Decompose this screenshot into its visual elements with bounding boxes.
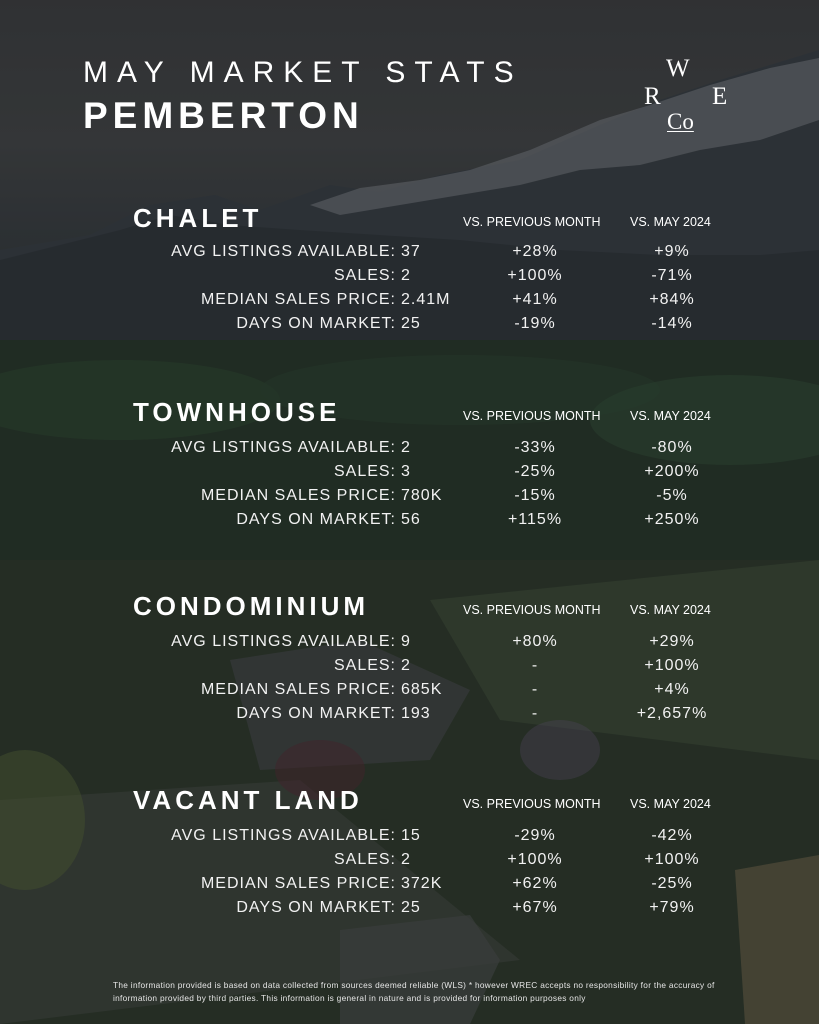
- stat-value: 9: [401, 633, 411, 650]
- stat-row-sales: [0, 463, 819, 487]
- stat-value: 2.41M: [401, 291, 451, 308]
- stat-row-sales: [0, 851, 819, 875]
- stat-label: AVG LISTINGS AVAILABLE:: [171, 827, 396, 844]
- stat-change-yoy: -5%: [656, 487, 688, 504]
- column-header-previous-month: VS. PREVIOUS MONTH: [463, 797, 601, 811]
- stat-change-prev: +62%: [512, 875, 558, 892]
- page-subtitle: MAY MARKET STATS: [83, 56, 523, 89]
- stat-value: 2: [401, 267, 411, 284]
- stat-row-median-price: [0, 291, 819, 315]
- stat-label: DAYS ON MARKET:: [236, 705, 396, 722]
- stat-value: 37: [401, 243, 421, 260]
- stat-row-median-price: [0, 875, 819, 899]
- logo-letter-r: R: [644, 83, 661, 110]
- stat-value: 25: [401, 315, 421, 332]
- stat-value: 15: [401, 827, 421, 844]
- disclaimer-text: The information provided is based on data collected from sources deemed reliable (WLS) * however WREC accepts no responsibility for the accuracy of information provided by third parties. This information is general in nature and is provided for information purposes only: [113, 980, 715, 1003]
- column-header-year-over-year: VS. MAY 2024: [630, 603, 711, 617]
- stat-value: 780K: [401, 487, 443, 504]
- stat-label: DAYS ON MARKET:: [236, 511, 396, 528]
- stat-value: 372K: [401, 875, 443, 892]
- section-chalet: [0, 203, 819, 353]
- column-header-year-over-year: VS. MAY 2024: [630, 215, 711, 229]
- section-title: CONDOMINIUM: [133, 591, 370, 621]
- column-header-previous-month: VS. PREVIOUS MONTH: [463, 409, 601, 423]
- stat-change-prev: -25%: [514, 463, 556, 480]
- stat-value: 25: [401, 899, 421, 916]
- section-title: CHALET: [133, 203, 263, 233]
- stat-change-yoy: -25%: [651, 875, 693, 892]
- stat-change-yoy: +250%: [644, 511, 700, 528]
- logo-letters-co: Co: [667, 109, 694, 134]
- stat-label: SALES:: [333, 657, 396, 674]
- stat-change-yoy: -42%: [651, 827, 693, 844]
- stat-change-yoy: +2,657%: [636, 705, 708, 722]
- stat-label: AVG LISTINGS AVAILABLE:: [171, 439, 396, 456]
- stat-row-days-on-market: [0, 705, 819, 729]
- stat-change-prev: +100%: [507, 267, 563, 284]
- stat-change-yoy: -71%: [651, 267, 693, 284]
- section-condominium: [0, 591, 819, 741]
- stat-value: 2: [401, 657, 411, 674]
- stat-label: MEDIAN SALES PRICE:: [200, 487, 396, 504]
- stat-change-yoy: -80%: [651, 439, 693, 456]
- section-title: TOWNHOUSE: [133, 397, 341, 427]
- section-vacant-land: [0, 785, 819, 935]
- logo-letter-w: W: [666, 55, 690, 82]
- stat-change-prev: -: [531, 657, 539, 674]
- section-title: VACANT LAND: [133, 785, 363, 815]
- stat-change-yoy: +79%: [649, 899, 695, 916]
- stat-change-prev: -33%: [514, 439, 556, 456]
- stat-label: SALES:: [333, 463, 396, 480]
- stat-change-prev: +41%: [512, 291, 558, 308]
- stat-change-prev: -19%: [514, 315, 556, 332]
- stat-row-avg-listings: [0, 827, 819, 851]
- stat-change-prev: +115%: [507, 511, 563, 528]
- stat-value: 56: [401, 511, 421, 528]
- stat-change-yoy: +4%: [654, 681, 690, 698]
- column-header-year-over-year: VS. MAY 2024: [630, 797, 711, 811]
- stat-change-prev: +80%: [512, 633, 558, 650]
- stat-change-prev: -: [531, 705, 539, 722]
- stat-row-sales: [0, 657, 819, 681]
- stat-row-days-on-market: [0, 899, 819, 923]
- stat-change-prev: +28%: [512, 243, 558, 260]
- stat-row-avg-listings: [0, 243, 819, 267]
- stat-row-avg-listings: [0, 439, 819, 463]
- stat-label: MEDIAN SALES PRICE:: [200, 875, 396, 892]
- column-header-previous-month: VS. PREVIOUS MONTH: [463, 603, 601, 617]
- stat-change-yoy: +9%: [654, 243, 690, 260]
- stat-change-prev: -: [531, 681, 539, 698]
- stat-label: DAYS ON MARKET:: [236, 899, 396, 916]
- stat-change-yoy: +84%: [649, 291, 695, 308]
- column-header-year-over-year: VS. MAY 2024: [630, 409, 711, 423]
- stat-value: 2: [401, 851, 411, 868]
- stat-label: AVG LISTINGS AVAILABLE:: [171, 243, 396, 260]
- stat-change-yoy: +200%: [644, 463, 700, 480]
- stat-label: MEDIAN SALES PRICE:: [200, 291, 396, 308]
- stat-change-yoy: -14%: [651, 315, 693, 332]
- stat-change-prev: +100%: [507, 851, 563, 868]
- stat-label: DAYS ON MARKET:: [236, 315, 396, 332]
- stat-change-yoy: +100%: [644, 657, 700, 674]
- stat-change-prev: -29%: [514, 827, 556, 844]
- stat-row-sales: [0, 267, 819, 291]
- stat-change-prev: -15%: [514, 487, 556, 504]
- stat-change-yoy: +100%: [644, 851, 700, 868]
- stat-change-yoy: +29%: [649, 633, 695, 650]
- stat-value: 685K: [401, 681, 443, 698]
- stat-row-median-price: [0, 487, 819, 511]
- logo-letter-e: E: [712, 83, 728, 110]
- page-title: PEMBERTON: [83, 95, 364, 136]
- stat-value: 3: [401, 463, 411, 480]
- stat-row-days-on-market: [0, 315, 819, 339]
- section-townhouse: [0, 397, 819, 547]
- stat-value: 2: [401, 439, 411, 456]
- column-header-previous-month: VS. PREVIOUS MONTH: [463, 215, 601, 229]
- stat-value: 193: [401, 705, 431, 722]
- wrec-logo: [640, 52, 735, 137]
- stat-row-days-on-market: [0, 511, 819, 535]
- stat-label: AVG LISTINGS AVAILABLE:: [171, 633, 396, 650]
- stat-row-avg-listings: [0, 633, 819, 657]
- stat-label: MEDIAN SALES PRICE:: [200, 681, 396, 698]
- stat-label: SALES:: [333, 267, 396, 284]
- stat-label: SALES:: [333, 851, 396, 868]
- stat-row-median-price: [0, 681, 819, 705]
- stat-change-prev: +67%: [512, 899, 558, 916]
